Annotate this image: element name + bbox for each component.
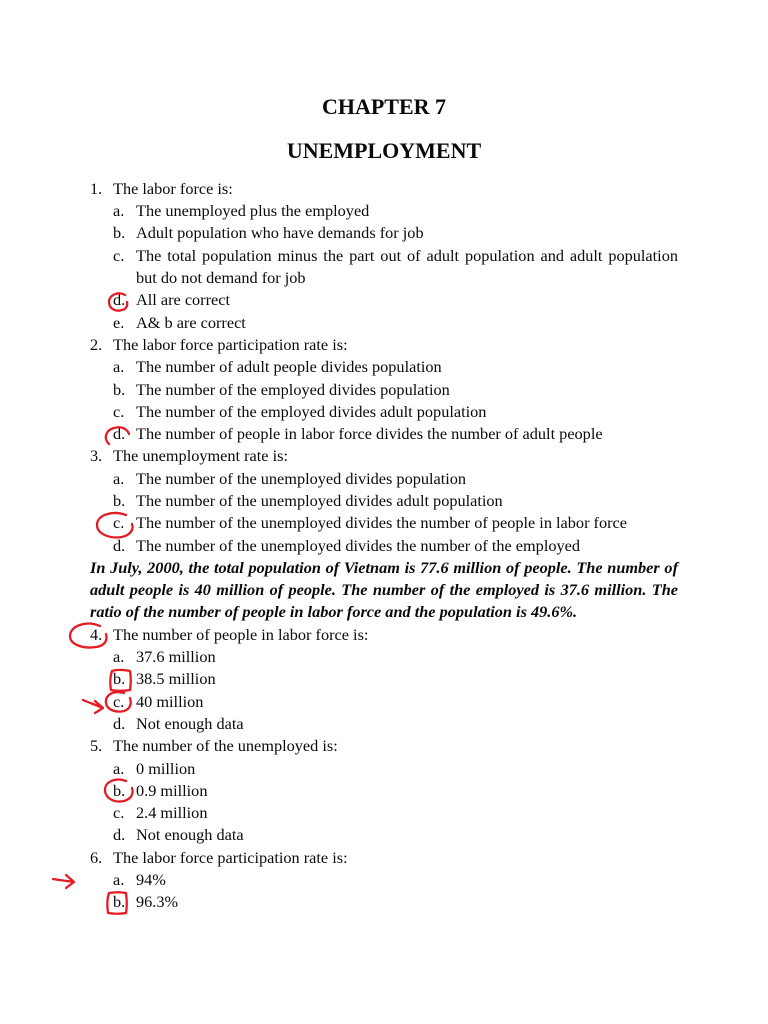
question-6 — [0, 847, 768, 869]
option-text: The number of the employed divides population — [136, 379, 450, 399]
option-1c — [0, 245, 768, 267]
option-2d — [0, 423, 768, 445]
option-text: The number of the unemployed divides adult population — [136, 491, 503, 510]
scenario-line — [0, 601, 768, 623]
question-prompt: The labor force participation rate is: — [113, 334, 348, 354]
option-text: The number of the unemployed divides population — [136, 468, 467, 488]
option-letter: a. — [113, 357, 125, 377]
option-3c — [0, 512, 768, 534]
option-text: The total population minus the part out of adult population and adult population — [136, 245, 678, 265]
option-letter: d. — [113, 825, 126, 845]
option-text: 0 million — [136, 758, 196, 778]
option-letter: d. — [113, 535, 126, 555]
scenario-line — [0, 579, 768, 601]
option-5c — [0, 802, 768, 824]
option-letter: c. — [113, 803, 125, 823]
question-list — [0, 178, 768, 914]
option-letter: a. — [113, 468, 125, 488]
option-text: Adult population who have demands for job — [136, 223, 424, 243]
scenario-text: In July, 2000, the total population of Vietnam is 77.6 million of people. The number of — [90, 557, 678, 577]
question-prompt: The labor force participation rate is: — [113, 847, 348, 867]
option-letter: b. — [113, 491, 126, 510]
option-text: 0.9 million — [136, 780, 208, 800]
option-text: The number of adult people divides population — [136, 357, 442, 377]
option-2a — [0, 356, 768, 378]
option-text: 96.3% — [136, 892, 179, 912]
option-1d — [0, 289, 768, 311]
option-2b — [0, 379, 768, 401]
option-letter: c. — [113, 245, 125, 265]
option-letter: a. — [113, 870, 125, 890]
scenario-text: adult people is 40 million of people. The number of the employed is 37.6 million. The — [90, 580, 678, 600]
option-letter: d. — [113, 290, 126, 310]
option-3d — [0, 535, 768, 557]
option-text: Not enough data — [136, 825, 244, 845]
option-letter: a. — [113, 647, 125, 667]
chapter-title: UNEMPLOYMENT — [286, 138, 482, 163]
option-letter: b. — [113, 669, 126, 689]
option-text: A& b are correct — [136, 312, 246, 332]
option-6b — [0, 891, 768, 913]
question-5 — [0, 735, 768, 757]
option-letter: c. — [113, 513, 125, 533]
option-letter: b. — [113, 379, 126, 399]
option-5b — [0, 780, 768, 802]
option-letter: c. — [113, 401, 125, 421]
option-letter: b. — [113, 892, 126, 912]
option-letter: a. — [113, 758, 125, 778]
option-1b — [0, 222, 768, 244]
scenario-text: ratio of the number of people in labor force and the population is 49.6%. — [90, 602, 578, 622]
option-5a — [0, 758, 768, 780]
option-2c — [0, 401, 768, 423]
option-text: 37.6 million — [136, 647, 216, 667]
option-text: The number of the employed divides adult population — [136, 401, 487, 421]
question-number: 6. — [90, 847, 103, 867]
option-text: The number of the unemployed divides the number of people in labor force — [136, 513, 627, 533]
question-number: 5. — [90, 736, 103, 756]
option-text: 40 million — [136, 691, 204, 711]
option-1e — [0, 312, 768, 334]
option-4c — [0, 691, 768, 713]
option-4b — [0, 668, 768, 690]
option-4d — [0, 713, 768, 735]
option-3a — [0, 468, 768, 490]
question-prompt: The number of people in labor force is: — [113, 624, 369, 644]
chapter-heading: CHAPTER 7 — [321, 94, 447, 119]
option-letter: b. — [113, 780, 126, 800]
option-letter: d. — [113, 424, 126, 444]
option-letter: a. — [113, 201, 125, 221]
option-3b — [0, 490, 768, 512]
question-prompt: The number of the unemployed is: — [113, 736, 338, 756]
question-number: 2. — [90, 334, 103, 354]
option-text: 94% — [136, 870, 166, 890]
question-number: 3. — [90, 446, 103, 466]
scenario-line — [0, 557, 768, 579]
question-number: 4. — [90, 624, 103, 644]
option-text: 2.4 million — [136, 803, 208, 823]
option-letter: e. — [113, 312, 125, 332]
question-4 — [0, 624, 768, 646]
question-3 — [0, 445, 768, 467]
question-prompt: The labor force is: — [113, 178, 233, 198]
question-1 — [0, 178, 768, 200]
option-text: All are correct — [136, 290, 231, 310]
option-1a — [0, 200, 768, 222]
option-letter: c. — [113, 691, 125, 711]
question-prompt: The unemployment rate is: — [113, 446, 288, 466]
option-text: The number of the unemployed divides the number of the employed — [136, 535, 580, 555]
option-6a — [0, 869, 768, 891]
option-4a — [0, 646, 768, 668]
option-text: The unemployed plus the employed — [136, 201, 370, 221]
option-text: The number of people in labor force divides the number of adult people — [136, 424, 603, 444]
question-number: 1. — [90, 178, 103, 198]
option-text: Not enough data — [136, 713, 244, 733]
option-text: but do not demand for job — [136, 268, 306, 288]
option-letter: d. — [113, 713, 126, 733]
option-5d — [0, 824, 768, 846]
option-text: 38.5 million — [136, 669, 216, 689]
option-1c-continuation — [0, 267, 768, 289]
option-letter: b. — [113, 223, 126, 243]
question-2 — [0, 334, 768, 356]
